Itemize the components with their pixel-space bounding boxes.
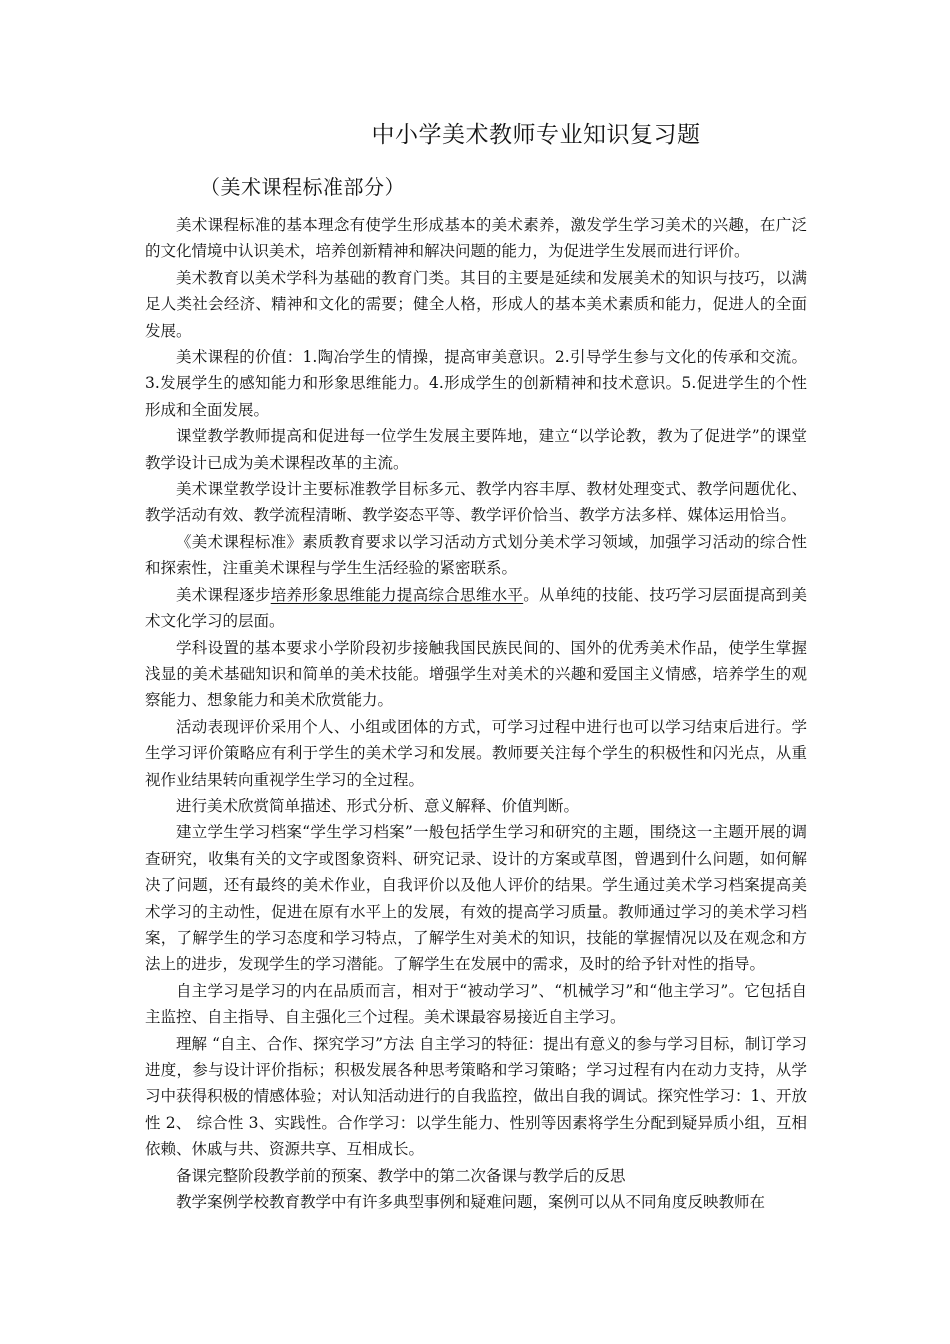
paragraph-art-appreciation: 进行美术欣赏简单描述、形式分析、意义解释、价值判断。 (176, 796, 580, 815)
paragraph-course-value: 美术课程的价值：1.陶冶学生的情操，提高审美意识。2.引导学生参与文化的传承和交流。3.发展学生的感知能力和形象思维能力。4.形成学生的创新精神和技术意识。5.促进学生的个性形成和全面发展。 (145, 348, 807, 419)
paragraph-autonomous-learning: 自主学习是学习的内在品质而言，相对于“被动学习”、“机械学习”和“他主学习”。它包括自主监控、自主指导、自主强化三个过程。美术课最容易接近自主学习。 (145, 981, 807, 1027)
paragraph-text: 美术课程逐步 (176, 585, 271, 604)
paragraph-lesson-preparation: 备课完整阶段教学前的预案、教学中的第二次备课与教学后的反思 (176, 1166, 626, 1185)
paragraph-teaching-cases: 教学案例学校教育教学中有许多典型事例和疑难问题，案例可以从不同角度反映教师在 (176, 1193, 766, 1212)
paragraph-learning-methods: 理解 “自主、合作、探究学习”方法 自主学习的特征：提出有意义的参与学习目标，制订学习进度，参与设计评价指标；积极发展各种思考策略和学习策略；学习过程有内在动力支持，从学习中获得积极的情感体验；对认知活动进行的自我监控，做出自我的调试。探究性学习：1、开放性 2、 综合性 3、实践性。合作学习：以学生能力、性别等因素将学生分配到疑异质小组，互相依赖、休戚与共、资源共享、互相成长。 (145, 1034, 807, 1159)
document-body (145, 212, 807, 1215)
document-subtitle: （美术课程标准部分） (200, 175, 405, 199)
underlined-phrase: 培养形象思维能力提高综合思维水平 (270, 585, 524, 604)
paragraph-subject-requirements: 学科设置的基本要求小学阶段初步接触我国民族民间的、国外的优秀美术作品，使学生掌握浅显的美术基础知识和简单的美术技能。增强学生对美术的兴趣和爱国主义情感，培养学生的观察能力、想象能力和美术欣赏能力。 (145, 638, 807, 710)
document-title: 中小学美术教师专业知识复习题 (371, 122, 701, 148)
paragraph-thinking-ability (145, 582, 807, 635)
paragraph-art-education: 美术教育以美术学科为基础的教育门类。其目的主要是延续和发展美术的知识与技巧，以满足人类社会经济、精神和文化的需要；健全人格，形成人的基本美术素质和能力，促进人的全面发展。 (145, 268, 807, 340)
paragraph-learning-portfolio: 建立学生学习档案“学生学习档案”一般包括学生学习和研究的主题，围绕这一主题开展的调查研究，收集有关的文字或图象资料、研究记录、设计的方案或草图，曾遇到什么问题，如何解决了问题，还有最终的美术作业，自我评价以及他人评价的结果。学生通过美术学习档案提高美术学习的主动性，促进在原有水平上的发展，有效的提高学习质量。教师通过学习的美术学习档案，了解学生的学习态度和学习特点，了解学生对美术的知识，技能的掌握情况以及在观念和方法上的进步，发现学生的学习潜能。了解学生在发展中的需求，及时的给予针对性的指导。 (145, 823, 807, 974)
paragraph-text: 。从单纯的技能、技巧学习层面提高到美术文化学习的层面。 (145, 585, 807, 631)
paragraph-activity-evaluation: 活动表现评价采用个人、小组或团体的方式，可学习过程中进行也可以学习结束后进行。学生学习评价策略应有利于学生的美术学习和发展。教师要关注每个学生的积极性和闪光点，从重视作业结果转向重视学生学习的全过程。 (145, 717, 807, 789)
paragraph-curriculum-standard: 《美术课程标准》素质教育要求以学习活动方式划分美术学习领域，加强学习活动的综合性和探索性，注重美术课程与学生生活经验的紧密联系。 (145, 532, 807, 578)
paragraph-classroom-teaching: 课堂教学教师提高和促进每一位学生发展主要阵地，建立“以学论教，教为了促进学”的课堂教学设计已成为美术课程改革的主流。 (145, 427, 807, 472)
paragraph-basic-concepts: 美术课程标准的基本理念有使学生形成基本的美术素养，激发学生学习美术的兴趣，在广泛的文化情境中认识美术，培养创新精神和解决问题的能力，为促进学生发展而进行评价。 (145, 216, 807, 261)
paragraph-teaching-design-standards: 美术课堂教学设计主要标准教学目标多元、教学内容丰厚、教材处理变式、教学问题优化、教学活动有效、教学流程清晰、教学姿态平等、教学评价恰当、教学方法多样、媒体运用恰当。 (145, 480, 807, 525)
